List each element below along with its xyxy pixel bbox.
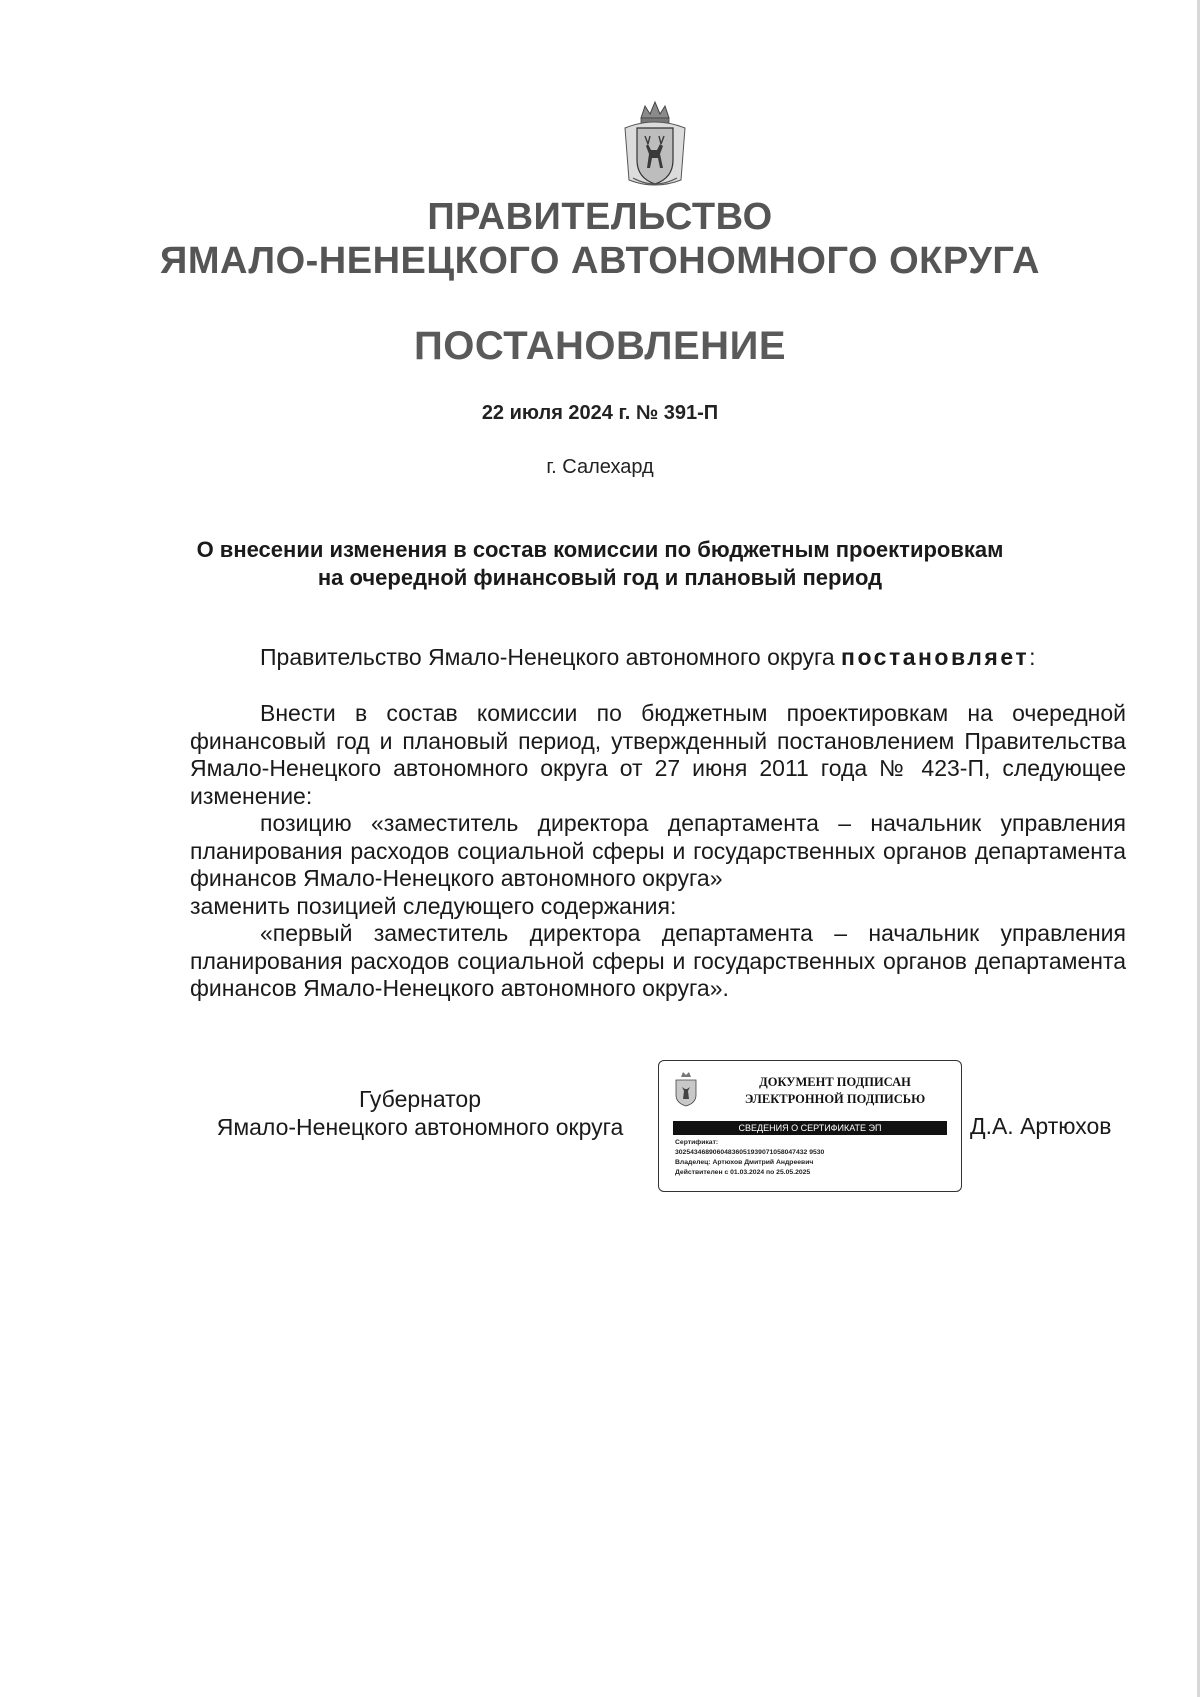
subject-line2: на очередной финансовый год и плановый период	[317, 565, 883, 590]
paragraph-4: «первый заместитель директора департамента – начальник управления планирования расходов социальной сферы и государственных органов департамента финансов Ямало-Ненецкого автономного округа».	[190, 920, 1126, 1001]
signatory-position	[190, 1085, 650, 1141]
subject-line1: О внесении изменения в состав комиссии по бюджетным проектировкам	[196, 537, 1004, 562]
date-and-number: 22 июля 2024 г. № 391-П	[481, 402, 719, 424]
city: г. Салехард	[546, 456, 654, 478]
paragraph-1: Внести в состав комиссии по бюджетным проектировкам на очередной финансовый год и плановый период, утвержденный постановлением Правительства Ямало-Ненецкого автономного округа от 27 июня 2011 года № 423-П, следующее изменение:	[190, 700, 1126, 809]
preamble	[190, 644, 1126, 672]
signatory-position-line1: Губернатор	[358, 1086, 482, 1112]
document-type-title: ПОСТАНОВЛЕНИЕ	[413, 324, 786, 368]
government-name-line1: ПРАВИТЕЛЬСТВО	[427, 196, 773, 238]
coat-of-arms-emblem	[619, 98, 691, 190]
preamble-verb: постановляет	[841, 644, 1030, 670]
preamble-colon: :	[1029, 644, 1036, 670]
resolution-body	[190, 700, 1126, 1003]
electronic-signature-stamp	[658, 1060, 962, 1192]
signatory-position-line2: Ямало-Ненецкого автономного округа	[216, 1114, 624, 1140]
signatory-name: Д.А. Артюхов	[970, 1113, 1112, 1139]
stamp-cert-number: 30254346890604836051939071058047432 9530	[675, 1149, 825, 1156]
stamp-cert-label: Сертификат:	[675, 1139, 719, 1146]
preamble-text: Правительство Ямало-Ненецкого автономного округа	[260, 644, 842, 670]
paragraph-2: позицию «заместитель директора департамента – начальник управления планирования расходов социальной сферы и государственных органов департамента финансов Ямало-Ненецкого автономного округа»	[190, 810, 1126, 891]
stamp-title	[715, 1074, 955, 1108]
paragraph-3: заменить позицией следующего содержания:	[190, 892, 677, 919]
stamp-certificate-info	[675, 1138, 955, 1178]
stamp-title-line2: ЭЛЕКТРОННОЙ ПОДПИСЬЮ	[744, 1092, 926, 1106]
stamp-certificate-bar: СВЕДЕНИЯ О СЕРТИФИКАТЕ ЭП	[673, 1121, 947, 1135]
stamp-title-line1: ДОКУМЕНТ ПОДПИСАН	[759, 1075, 911, 1089]
document-subject	[0, 536, 1200, 592]
stamp-emblem-icon	[673, 1071, 699, 1107]
stamp-owner: Владелец: Артюхов Дмитрий Андреевич	[675, 1159, 814, 1166]
stamp-validity: Действителен с 01.03.2024 по 25.05.2025	[675, 1169, 811, 1176]
government-name-line2: ЯМАЛО-НЕНЕЦКОГО АВТОНОМНОГО ОКРУГА	[160, 240, 1040, 282]
